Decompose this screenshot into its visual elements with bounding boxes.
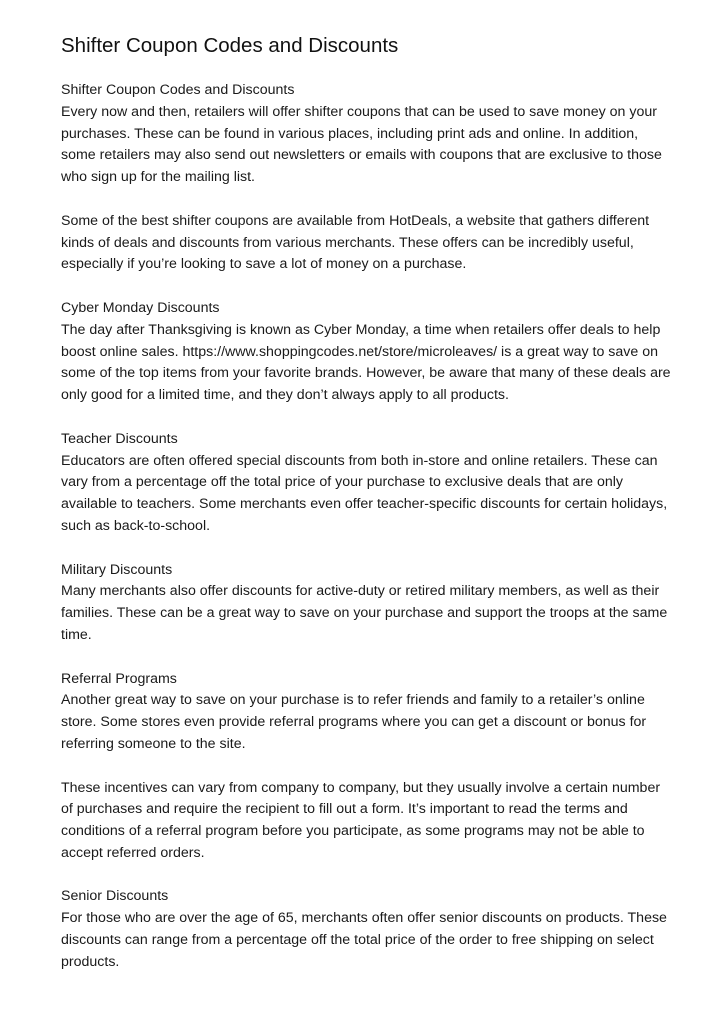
section-cyber-monday (61, 298, 671, 407)
section-referral (61, 669, 671, 756)
section-heading: Senior Discounts (61, 888, 169, 905)
section-heading: Referral Programs (61, 670, 177, 687)
section-heading: Teacher Discounts (61, 430, 178, 447)
section-paragraph: These incentives can vary from company to company, but they usually involve a certain number of purchases and require the recipient to fill out a form. It’s important to read the terms and conditions of a referral program before you participate, as some programs may not be able to accept referred orders. (61, 779, 661, 861)
section-paragraph: Some of the best shifter coupons are available from HotDeals, a website that gathers different kinds of deals and discounts from various merchants. These offers can be incredibly useful, especially if you’re looking to save a lot of money on a purchase. (61, 212, 650, 273)
section-senior (61, 886, 671, 973)
section-heading: Cyber Monday Discounts (61, 299, 220, 316)
section-incentives (61, 778, 671, 865)
section-paragraph: Many merchants also offer discounts for active-duty or retired military members, as well as their families. These can be a great way to save on your purchase and support the troops at the same time. (61, 583, 668, 643)
page-title: Shifter Coupon Codes and Discounts (61, 34, 399, 57)
section-intro (61, 80, 671, 189)
document-page (61, 33, 671, 995)
section-hotdeals (61, 211, 671, 276)
section-military (61, 560, 671, 647)
section-paragraph: Educators are often offered special discounts from both in-store and online retailers. These can vary from a percentage off the total price of your purchase to exclusive deals that are only available to teachers. Some merchants even offer teacher-specific discounts for certain holidays, such as back-to-school. (61, 452, 668, 534)
section-paragraph: The day after Thanksgiving is known as Cyber Monday, a time when retailers offer deals to help boost online sales. https://www.shoppingcodes.net/store/microleaves/ is a great way to save on some of the top items from your favorite brands. However, be aware that many of these deals are only good for a limited time, and they don’t always apply to all products. (61, 321, 671, 404)
section-paragraph: Every now and then, retailers will offer shifter coupons that can be used to save money on your purchases. These can be found in various places, including print ads and online. In addition, some retailers may also send out newsletters or emails with coupons that are exclusive to those who sign up for the mailing list. (61, 103, 662, 186)
section-teacher (61, 429, 671, 538)
section-heading: Military Discounts (61, 561, 173, 578)
section-heading: Shifter Coupon Codes and Discounts (61, 82, 295, 98)
section-paragraph: For those who are over the age of 65, merchants often offer senior discounts on products. These discounts can range from a percentage off the total price of the order to free shipping on select products. (61, 910, 667, 970)
section-paragraph: Another great way to save on your purchase is to refer friends and family to a retailer’s online store. Some stores even provide referral programs where you can get a discount or bonus for referring someone to the site. (61, 692, 647, 752)
